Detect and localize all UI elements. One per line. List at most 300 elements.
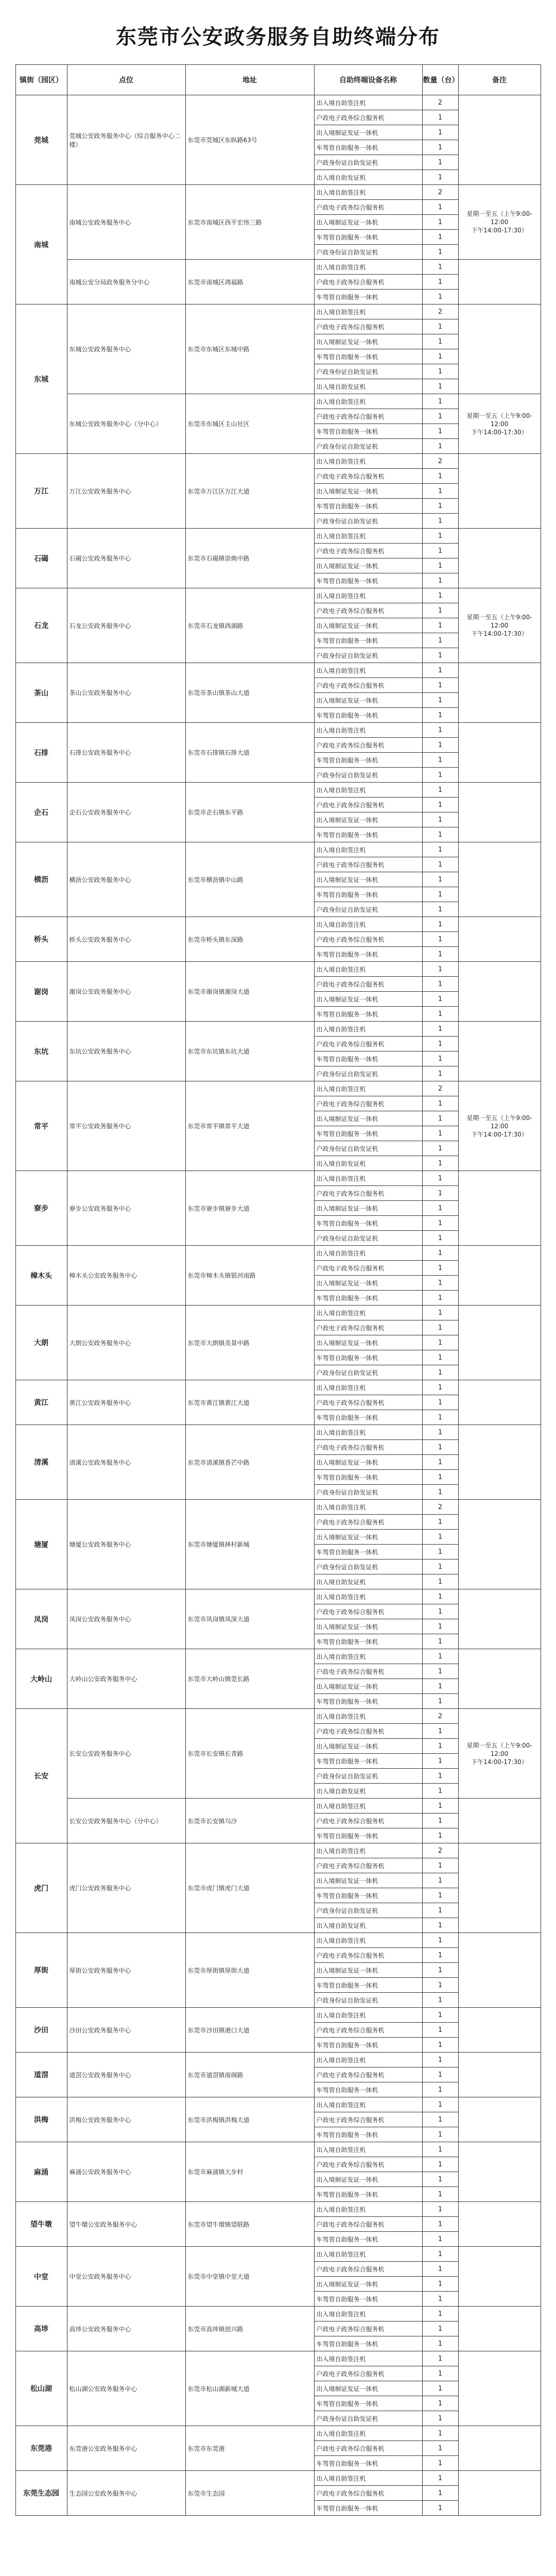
location-cell: 高埗公安政务服务中心 <box>67 2307 185 2351</box>
address-cell: 东莞市万江区万江大道 <box>185 454 314 529</box>
device-cell: 出入境制证发证一体机 <box>314 1111 422 1126</box>
device-cell: 出入境制证发证一体机 <box>314 1873 422 1888</box>
device-cell: 出入境自助发证机 <box>314 1574 422 1589</box>
quantity-cell: 1 <box>422 1604 458 1619</box>
device-cell: 户政身份证自助发证机 <box>314 514 422 529</box>
quantity-cell: 1 <box>422 2501 458 2516</box>
quantity-cell: 1 <box>422 678 458 693</box>
quantity-cell: 2 <box>422 454 458 469</box>
table-row <box>15 842 541 857</box>
device-cell: 出入境自助签注机 <box>314 1589 422 1604</box>
device-cell: 出入境制证发证一体机 <box>314 1679 422 1694</box>
device-cell: 出入境自助签注机 <box>314 2351 422 2366</box>
device-cell: 户政身份证自助发证机 <box>314 155 422 170</box>
location-cell: 清溪公安政务服务中心 <box>67 1425 185 1500</box>
note-cell <box>458 723 541 783</box>
device-cell: 车驾管自助服务一体机 <box>314 1978 422 1993</box>
quantity-cell: 1 <box>422 1410 458 1425</box>
device-cell: 出入境制证发证一体机 <box>314 1201 422 1216</box>
device-cell: 出入境制证发证一体机 <box>314 1455 422 1470</box>
table-row <box>15 1081 541 1096</box>
device-cell: 出入境自助签注机 <box>314 1171 422 1186</box>
quantity-cell: 1 <box>422 2142 458 2157</box>
device-cell: 车驾管自助服务一体机 <box>314 1052 422 1066</box>
device-cell: 户政电子政务综合服务机 <box>314 1037 422 1052</box>
device-cell: 出入境制证发证一体机 <box>314 618 422 633</box>
note-cell <box>458 917 541 962</box>
quantity-cell: 1 <box>422 1858 458 1873</box>
device-cell: 户政电子政务综合服务机 <box>314 798 422 812</box>
quantity-cell: 1 <box>422 1186 458 1201</box>
note-cell <box>458 95 541 185</box>
device-cell: 出入境制证发证一体机 <box>314 1739 422 1754</box>
address-cell: 东莞市洪梅镇洪梅大道 <box>185 2097 314 2142</box>
quantity-cell: 1 <box>422 1530 458 1545</box>
device-cell: 出入境自助签注机 <box>314 1081 422 1096</box>
town-cell: 东坑 <box>15 1022 67 1081</box>
device-cell: 出入境自助签注机 <box>314 2202 422 2217</box>
quantity-cell: 1 <box>422 1754 458 1769</box>
device-cell: 出入境自助签注机 <box>314 1500 422 1515</box>
device-cell: 户政电子政务综合服务机 <box>314 857 422 872</box>
address-cell: 东莞市横沥镇中山路 <box>185 842 314 917</box>
device-cell: 出入境自助签注机 <box>314 2247 422 2262</box>
town-cell: 企石 <box>15 783 67 842</box>
quantity-cell: 1 <box>422 2172 458 2187</box>
device-cell: 户政电子政务综合服务机 <box>314 1440 422 1455</box>
town-cell: 石龙 <box>15 588 67 663</box>
device-cell: 出入境自助签注机 <box>314 185 422 200</box>
table-row <box>15 917 541 932</box>
quantity-cell: 1 <box>422 1828 458 1843</box>
address-cell: 东莞市南城区鸿福路 <box>185 260 314 304</box>
note-cell <box>458 2053 541 2097</box>
location-cell: 黄江公安政务服务中心 <box>67 1380 185 1425</box>
quantity-cell: 1 <box>422 1903 458 1918</box>
device-cell: 出入境制证发证一体机 <box>314 1619 422 1634</box>
quantity-cell: 1 <box>422 1380 458 1395</box>
quantity-cell: 1 <box>422 469 458 484</box>
location-cell: 松山湖公安政务服务中心 <box>67 2351 185 2426</box>
quantity-cell: 1 <box>422 170 458 185</box>
quantity-cell: 1 <box>422 932 458 947</box>
device-cell: 户政身份证自助发证机 <box>314 1365 422 1380</box>
device-cell: 车驾管自助服务一体机 <box>314 1216 422 1231</box>
quantity-cell: 2 <box>422 95 458 110</box>
note-cell <box>458 2351 541 2426</box>
device-cell: 户政电子政务综合服务机 <box>314 469 422 484</box>
table-row <box>15 1246 541 1261</box>
quantity-cell: 1 <box>422 1634 458 1649</box>
device-cell: 车驾管自助服务一体机 <box>314 633 422 648</box>
device-cell: 车驾管自助服务一体机 <box>314 1126 422 1141</box>
table-row <box>15 1709 541 1724</box>
device-cell: 出入境自助签注机 <box>314 783 422 798</box>
note-cell <box>458 783 541 842</box>
device-cell: 出入境自助签注机 <box>314 663 422 678</box>
address-cell: 东莞市中堂镇中堂大道 <box>185 2247 314 2307</box>
device-cell: 户政电子政务综合服务机 <box>314 1814 422 1828</box>
table-row <box>15 2426 541 2441</box>
quantity-cell: 1 <box>422 1201 458 1216</box>
town-cell: 洪梅 <box>15 2097 67 2142</box>
quantity-cell: 1 <box>422 812 458 827</box>
quantity-cell: 1 <box>422 1066 458 1081</box>
quantity-cell: 1 <box>422 1455 458 1470</box>
header-note: 备注 <box>458 65 541 95</box>
device-cell: 出入境自助签注机 <box>314 1425 422 1440</box>
quantity-cell: 1 <box>422 1739 458 1754</box>
location-cell: 道滘公安政务服务中心 <box>67 2053 185 2097</box>
device-cell: 车驾管自助服务一体机 <box>314 2456 422 2471</box>
note-cell <box>458 1500 541 1589</box>
terminal-table <box>15 64 541 2516</box>
device-cell: 出入境自助签注机 <box>314 2426 422 2441</box>
quantity-cell: 1 <box>422 200 458 215</box>
quantity-cell: 1 <box>422 917 458 932</box>
quantity-cell: 1 <box>422 588 458 603</box>
quantity-cell: 1 <box>422 1320 458 1335</box>
town-cell: 石排 <box>15 723 67 783</box>
device-cell: 车驾管自助服务一体机 <box>314 1470 422 1485</box>
quantity-cell: 1 <box>422 1799 458 1814</box>
town-cell: 谢岗 <box>15 962 67 1022</box>
address-cell: 东莞市石碣镇崇焕中路 <box>185 529 314 588</box>
quantity-cell: 1 <box>422 2486 458 2501</box>
device-cell: 出入境自助签注机 <box>314 1933 422 1948</box>
town-cell: 沙田 <box>15 2008 67 2053</box>
device-cell: 户政电子政务综合服务机 <box>314 2366 422 2381</box>
quantity-cell: 1 <box>422 723 458 738</box>
device-cell: 出入境制证发证一体机 <box>314 1335 422 1350</box>
device-cell: 户政电子政务综合服务机 <box>314 1096 422 1111</box>
note-cell: 星期一至五（上午9:00-12:00 下午14:00-17:30） <box>458 185 541 260</box>
table-row <box>15 1500 541 1515</box>
device-cell: 户政身份证自助发证机 <box>314 1231 422 1246</box>
location-cell: 厚街公安政务服务中心 <box>67 1933 185 2008</box>
note-cell <box>458 260 541 304</box>
device-cell: 出入境自助签注机 <box>314 260 422 275</box>
device-cell: 出入境自助签注机 <box>314 1843 422 1858</box>
location-cell: 东莞港公安政务服务中心 <box>67 2426 185 2471</box>
address-cell: 东莞市企石镇东平路 <box>185 783 314 842</box>
quantity-cell: 1 <box>422 379 458 394</box>
quantity-cell: 1 <box>422 977 458 992</box>
note-cell <box>458 2097 541 2142</box>
address-cell: 东莞市谢岗镇谢岗大道 <box>185 962 314 1022</box>
address-cell: 东莞市清溪镇香芒中路 <box>185 1425 314 1500</box>
quantity-cell: 1 <box>422 1814 458 1828</box>
device-cell: 出入境自助发证机 <box>314 1156 422 1171</box>
note-cell <box>458 454 541 529</box>
quantity-cell: 1 <box>422 783 458 798</box>
quantity-cell: 1 <box>422 529 458 544</box>
note-cell <box>458 2307 541 2351</box>
address-cell: 东莞市松山湖新城大道 <box>185 2351 314 2426</box>
note-cell <box>458 2426 541 2471</box>
note-cell <box>458 2142 541 2202</box>
quantity-cell: 1 <box>422 319 458 334</box>
address-cell: 东莞市东城区主山社区 <box>185 394 314 454</box>
device-cell: 车驾管自助服务一体机 <box>314 2187 422 2202</box>
device-cell: 出入境自助签注机 <box>314 394 422 409</box>
device-cell: 出入境制证发证一体机 <box>314 125 422 140</box>
device-cell: 出入境自助签注机 <box>314 2008 422 2023</box>
device-cell: 车驾管自助服务一体机 <box>314 2082 422 2097</box>
header-device: 自助终端设备名称 <box>314 65 422 95</box>
device-cell: 户政电子政务综合服务机 <box>314 1664 422 1679</box>
location-cell: 东坑公安政务服务中心 <box>67 1022 185 1081</box>
quantity-cell: 1 <box>422 484 458 499</box>
device-cell: 出入境自助签注机 <box>314 454 422 469</box>
quantity-cell: 1 <box>422 648 458 663</box>
quantity-cell: 1 <box>422 349 458 364</box>
device-cell: 出入境自助签注机 <box>314 2307 422 2321</box>
address-cell: 东莞市莞城区东纵路63号 <box>185 95 314 185</box>
quantity-cell: 1 <box>422 1560 458 1574</box>
device-cell: 出入境自助签注机 <box>314 304 422 319</box>
device-cell: 户政身份证自助发证机 <box>314 648 422 663</box>
device-cell: 户政电子政务综合服务机 <box>314 738 422 753</box>
device-cell: 户政电子政务综合服务机 <box>314 2112 422 2127</box>
quantity-cell: 1 <box>422 738 458 753</box>
device-cell: 车驾管自助服务一体机 <box>314 499 422 514</box>
town-cell: 望牛墩 <box>15 2202 67 2247</box>
location-cell: 石碣公安政务服务中心 <box>67 529 185 588</box>
device-cell: 出入境制证发证一体机 <box>314 1276 422 1291</box>
table-row <box>15 783 541 798</box>
table-row <box>15 962 541 977</box>
device-cell: 出入境自助签注机 <box>314 529 422 544</box>
address-cell: 东莞市寮步镇寮步大道 <box>185 1171 314 1246</box>
quantity-cell: 1 <box>422 558 458 573</box>
quantity-cell: 1 <box>422 1126 458 1141</box>
device-cell: 户政电子政务综合服务机 <box>314 2441 422 2456</box>
header-address: 地址 <box>185 65 314 95</box>
quantity-cell: 1 <box>422 2426 458 2441</box>
note-cell <box>458 2202 541 2247</box>
quantity-cell: 1 <box>422 1216 458 1231</box>
device-cell: 户政电子政务综合服务机 <box>314 1948 422 1963</box>
quantity-cell: 2 <box>422 1500 458 1515</box>
quantity-cell: 1 <box>422 514 458 529</box>
location-cell: 大朗公安政务服务中心 <box>67 1306 185 1380</box>
quantity-cell: 1 <box>422 1873 458 1888</box>
quantity-cell: 1 <box>422 1963 458 1978</box>
location-cell: 桥头公安政务服务中心 <box>67 917 185 962</box>
table-row <box>15 2202 541 2217</box>
address-cell: 东莞市石排镇石排大道 <box>185 723 314 783</box>
device-cell: 户政身份证自助发证机 <box>314 439 422 454</box>
address-cell: 东莞市桥头镇东深路 <box>185 917 314 962</box>
header-location: 点位 <box>67 65 185 95</box>
quantity-cell: 1 <box>422 1022 458 1037</box>
quantity-cell: 1 <box>422 962 458 977</box>
quantity-cell: 1 <box>422 260 458 275</box>
quantity-cell: 1 <box>422 334 458 349</box>
quantity-cell: 1 <box>422 2262 458 2277</box>
quantity-cell: 1 <box>422 2456 458 2471</box>
location-cell: 寮步公安政务服务中心 <box>67 1171 185 1246</box>
quantity-cell: 1 <box>422 603 458 618</box>
table-row <box>15 2307 541 2321</box>
town-cell: 黄江 <box>15 1380 67 1425</box>
device-cell: 车驾管自助服务一体机 <box>314 947 422 962</box>
quantity-cell: 1 <box>422 1171 458 1186</box>
device-cell: 户政电子政务综合服务机 <box>314 275 422 290</box>
device-cell: 户政电子政务综合服务机 <box>314 2486 422 2501</box>
quantity-cell: 2 <box>422 1081 458 1096</box>
device-cell: 户政电子政务综合服务机 <box>314 2217 422 2232</box>
note-cell <box>458 2471 541 2516</box>
device-cell: 出入境制证发证一体机 <box>314 1530 422 1545</box>
quantity-cell: 1 <box>422 1574 458 1589</box>
device-cell: 出入境自助签注机 <box>314 1246 422 1261</box>
page-title: 东莞市公安政务服务自助终端分布 <box>116 25 440 49</box>
device-cell: 出入境自助发证机 <box>314 379 422 394</box>
device-cell: 车驾管自助服务一体机 <box>314 349 422 364</box>
device-cell: 户政电子政务综合服务机 <box>314 2023 422 2038</box>
device-cell: 户政身份证自助发证机 <box>314 2411 422 2426</box>
location-cell: 横沥公安政务服务中心 <box>67 842 185 917</box>
town-cell: 大岭山 <box>15 1649 67 1709</box>
town-cell: 麻涌 <box>15 2142 67 2202</box>
device-cell: 车驾管自助服务一体机 <box>314 2396 422 2411</box>
address-cell: 东莞市沙田镇港口大道 <box>185 2008 314 2053</box>
note-cell <box>458 962 541 1022</box>
table-row <box>15 185 541 200</box>
device-cell: 户政电子政务综合服务机 <box>314 678 422 693</box>
quantity-cell: 1 <box>422 1485 458 1500</box>
quantity-cell: 1 <box>422 1918 458 1933</box>
town-cell: 中堂 <box>15 2247 67 2307</box>
table-row <box>15 1380 541 1395</box>
quantity-cell: 1 <box>422 125 458 140</box>
device-cell: 车驾管自助服务一体机 <box>314 1634 422 1649</box>
location-cell: 企石公安政务服务中心 <box>67 783 185 842</box>
location-cell: 樟木头公安政务服务中心 <box>67 1246 185 1306</box>
quantity-cell: 1 <box>422 230 458 245</box>
quantity-cell: 1 <box>422 827 458 842</box>
table-row <box>15 454 541 469</box>
town-cell: 莞城 <box>15 95 67 185</box>
note-cell <box>458 1380 541 1425</box>
note-cell <box>458 1425 541 1500</box>
quantity-cell: 1 <box>422 708 458 723</box>
quantity-cell: 1 <box>422 2082 458 2097</box>
quantity-cell: 1 <box>422 1261 458 1276</box>
town-cell: 茶山 <box>15 663 67 723</box>
quantity-cell: 2 <box>422 1709 458 1724</box>
quantity-cell: 1 <box>422 394 458 409</box>
location-cell: 虎门公安政务服务中心 <box>67 1843 185 1933</box>
quantity-cell: 1 <box>422 2008 458 2023</box>
device-cell: 出入境自助发证机 <box>314 1918 422 1933</box>
device-cell: 车驾管自助服务一体机 <box>314 1410 422 1425</box>
quantity-cell: 2 <box>422 185 458 200</box>
device-cell: 出入境自助签注机 <box>314 2471 422 2486</box>
device-cell: 出入境自助签注机 <box>314 1306 422 1320</box>
address-cell: 东莞市望牛墩镇望联路 <box>185 2202 314 2247</box>
location-cell: 常平公安政务服务中心 <box>67 1081 185 1171</box>
location-cell: 莞城公安政务服务中心（综合服务中心二楼） <box>67 95 185 185</box>
device-cell: 户政电子政务综合服务机 <box>314 1724 422 1739</box>
quantity-cell: 1 <box>422 1888 458 1903</box>
town-cell: 常平 <box>15 1081 67 1171</box>
note-cell <box>458 1171 541 1246</box>
device-cell: 出入境制证发证一体机 <box>314 334 422 349</box>
address-cell: 东莞市虎门镇虎门大道 <box>185 1843 314 1933</box>
quantity-cell: 1 <box>422 1978 458 1993</box>
quantity-cell: 1 <box>422 1306 458 1320</box>
device-cell: 出入境自助签注机 <box>314 95 422 110</box>
device-cell: 车驾管自助服务一体机 <box>314 230 422 245</box>
note-cell <box>458 1022 541 1081</box>
table-row <box>15 304 541 319</box>
address-cell: 东莞市南城区西平宏伟三路 <box>185 185 314 260</box>
quantity-cell: 1 <box>422 1037 458 1052</box>
quantity-cell: 1 <box>422 1052 458 1066</box>
quantity-cell: 1 <box>422 2247 458 2262</box>
quantity-cell: 1 <box>422 1246 458 1261</box>
address-cell: 东莞市黄江镇黄江大道 <box>185 1380 314 1425</box>
address-cell: 东莞市高埗镇创兴路 <box>185 2307 314 2351</box>
quantity-cell: 1 <box>422 887 458 902</box>
quantity-cell: 1 <box>422 1440 458 1455</box>
quantity-cell: 1 <box>422 1365 458 1380</box>
quantity-cell: 1 <box>422 1784 458 1799</box>
quantity-cell: 1 <box>422 1276 458 1291</box>
device-cell: 出入境制证发证一体机 <box>314 2172 422 2187</box>
device-cell: 车驾管自助服务一体机 <box>314 1828 422 1843</box>
quantity-cell: 1 <box>422 1649 458 1664</box>
town-cell: 万江 <box>15 454 67 529</box>
address-cell: 东莞市大岭山镇莞长路 <box>185 1649 314 1709</box>
town-cell: 松山湖 <box>15 2351 67 2426</box>
quantity-cell: 1 <box>422 2411 458 2426</box>
device-cell: 车驾管自助服务一体机 <box>314 2127 422 2142</box>
town-cell: 横沥 <box>15 842 67 917</box>
location-cell: 东城公安政务服务中心 <box>67 304 185 394</box>
device-cell: 户政电子政务综合服务机 <box>314 2321 422 2336</box>
quantity-cell: 1 <box>422 992 458 1007</box>
device-cell: 户政身份证自助发证机 <box>314 1903 422 1918</box>
location-cell: 长安公安政务服务中心 <box>67 1709 185 1799</box>
quantity-cell: 1 <box>422 2097 458 2112</box>
device-cell: 出入境制证发证一体机 <box>314 484 422 499</box>
quantity-cell: 1 <box>422 1291 458 1306</box>
device-cell: 户政电子政务综合服务机 <box>314 2067 422 2082</box>
table-row <box>15 529 541 544</box>
location-cell: 洪梅公安政务服务中心 <box>67 2097 185 2142</box>
device-cell: 车驾管自助服务一体机 <box>314 1350 422 1365</box>
quantity-cell: 1 <box>422 2127 458 2142</box>
town-cell: 长安 <box>15 1709 67 1843</box>
device-cell: 出入境自助签注机 <box>314 723 422 738</box>
quantity-cell: 1 <box>422 2292 458 2307</box>
location-cell: 石龙公安政务服务中心 <box>67 588 185 663</box>
town-cell: 凤岗 <box>15 1589 67 1649</box>
quantity-cell: 1 <box>422 2441 458 2456</box>
quantity-cell: 1 <box>422 663 458 678</box>
quantity-cell: 1 <box>422 2232 458 2247</box>
device-cell: 出入境自助发证机 <box>314 1784 422 1799</box>
note-cell <box>458 663 541 723</box>
device-cell: 出入境制证发证一体机 <box>314 558 422 573</box>
quantity-cell: 1 <box>422 1231 458 1246</box>
table-row <box>15 1589 541 1604</box>
address-cell: 东莞市麻涌镇大步村 <box>185 2142 314 2202</box>
